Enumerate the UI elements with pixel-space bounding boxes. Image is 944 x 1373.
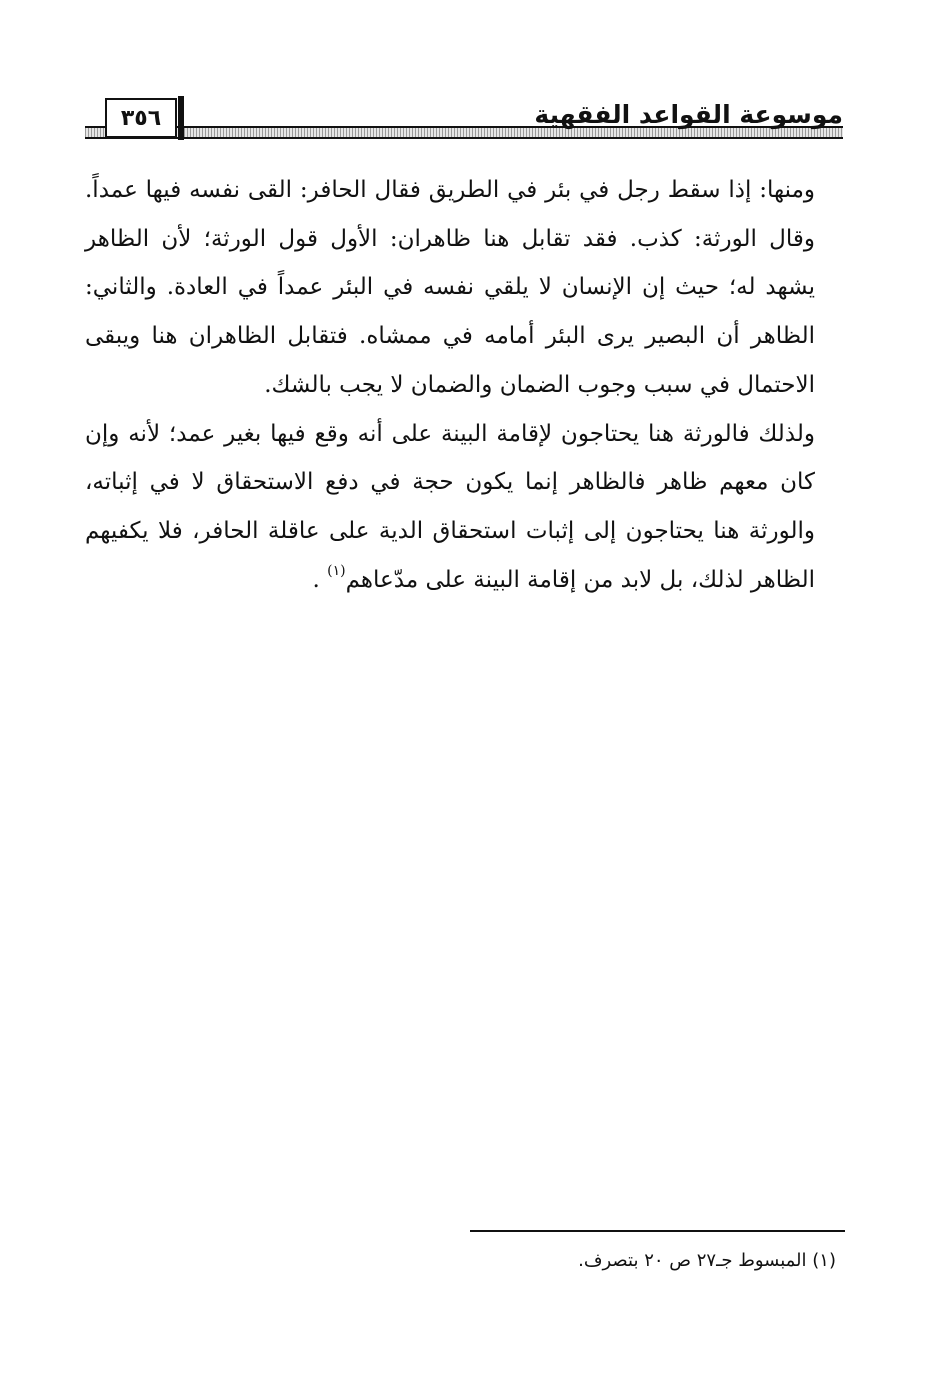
paragraph-2-end: . <box>312 566 320 593</box>
paragraph-2 <box>85 410 815 605</box>
footnote-separator <box>470 1230 845 1232</box>
footnote-reference[interactable]: (١) <box>327 562 346 579</box>
book-title: موسوعة القواعد الفقهية <box>534 100 843 129</box>
page-number: ٣٥٦ <box>120 106 162 131</box>
page-header <box>85 96 843 146</box>
paragraph-1: ومنها: إذا سقط رجل في بئر في الطريق فقال الحافر: القى نفسه فيها عمداً. وقال الورثة: كذب. فقد تقابل هنا ظاهران: الأول قول الورثة؛ لأن الظاهر يشهد له؛ حيث إن الإنسان لا يلقي نفسه في البئر عمداً في العادة. والثاني: الظاهر أن البصير يرى البئر أمامه في ممشاه. فتقابل الظاهران هنا ويبقى الاحتمال في سبب وجوب الضمان والضمان لا يجب بالشك. <box>85 177 815 398</box>
page-number-box <box>105 98 177 138</box>
paragraph-2-text: ولذلك فالورثة هنا يحتاجون لإقامة البينة على أنه وقع فيها بغير عمد؛ لأنه وإن كان معهم ظاهر فالظاهر إنما يكون حجة في دفع الاستحقاق لا في إثباته، والورثة هنا يحتاجون إلى إثبات استحقاق الدية على عاقلة الحافر، فلا يكفيهم الظاهر لذلك، بل لابد من إقامة البينة على مدّعاهم <box>85 420 815 593</box>
footnote: (١) المبسوط جـ٢٧ ص ٢٠ بتصرف. <box>578 1250 836 1271</box>
main-text <box>85 166 815 604</box>
